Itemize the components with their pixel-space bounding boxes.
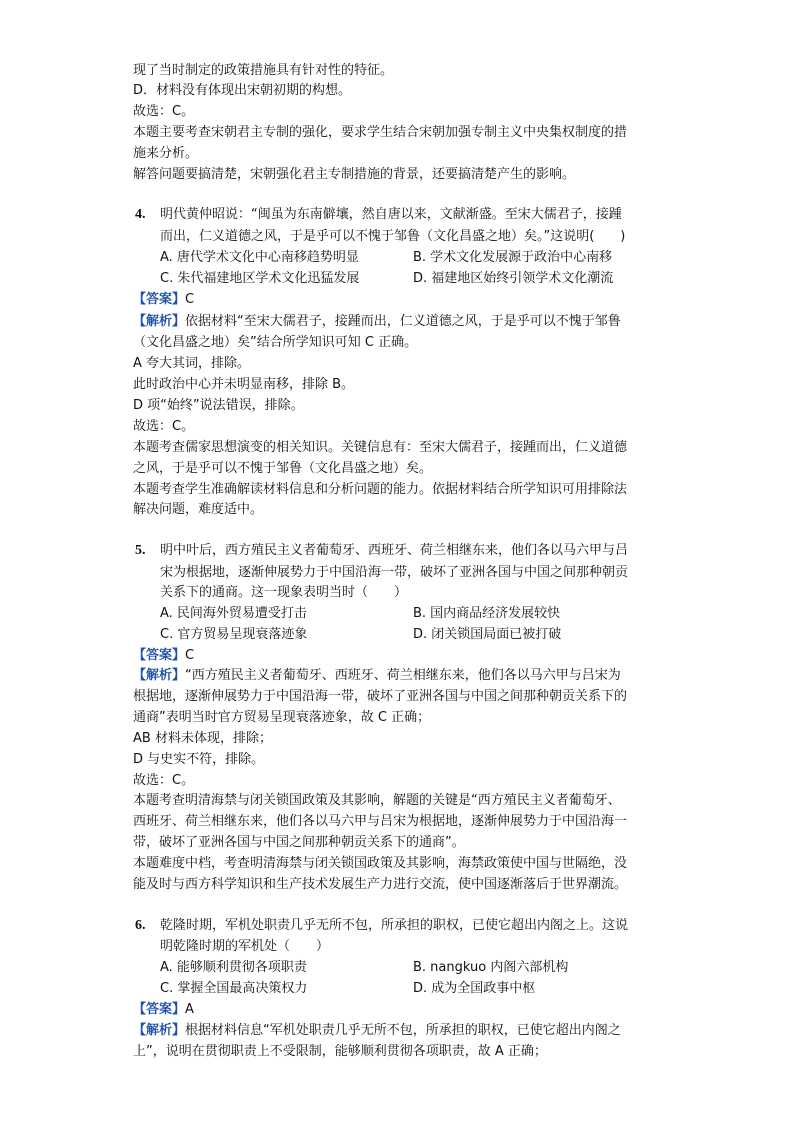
analysis-line <box>133 1021 668 1041</box>
option-c: C. 官方贸易呈现衰落迹象 <box>160 627 308 642</box>
analysis-line <box>133 312 668 332</box>
text-line: 故选：C。 <box>133 104 195 119</box>
answer-value: A <box>185 1002 194 1017</box>
text-line: 能及时与西方科学知识和生产技术发展生产力进行交流，使中国逐渐落后于世界潮流。 <box>133 877 628 892</box>
text-line: 西班牙、荷兰相继东来，他们各以马六甲与吕宋为根据地，逐渐伸展势力于中国沿海一 <box>133 814 628 829</box>
option-d: D. 闭关锁国局面已被打破 <box>413 627 562 642</box>
option-a: A. 唐代学术文化中心南移趋势明显 <box>160 250 359 265</box>
text-line: 施来分析。 <box>133 146 199 161</box>
answer-line <box>133 290 668 310</box>
text-line: 此时政治中心并未明显南移，排除 B。 <box>133 377 355 392</box>
question-stem: 明代黄仲昭说：“闽虽为东南僻壤，然自唐以来，文献渐盛。至宋大儒君子，接踵 <box>160 207 622 222</box>
text-line: 上”，说明在贯彻职责上不受限制，能够顺利贯彻各项职责，故 A 正确； <box>133 1044 547 1059</box>
text-line: AB 材料未体现，排除； <box>133 731 272 746</box>
question-stem: 明乾隆时期的军机处（ ） <box>160 939 330 954</box>
question-stem: 而出，仁义道德之风，于是乎可以不愧于邹鲁（文化昌盛之地）矣。”这说明( ) <box>160 229 626 244</box>
answer-value: C <box>185 292 195 307</box>
option-d: D. 成为全国政事中枢 <box>413 981 536 996</box>
option-c: C. 朱代福建地区学术文化迅猛发展 <box>160 271 360 286</box>
question-stem: 明中叶后，西方殖民主义者葡萄牙、西班牙、荷兰相继东来，他们各以马六甲与吕 <box>160 543 629 558</box>
analysis-label: 【解析】 <box>133 314 186 329</box>
option-c: C. 掌握全国最高决策权力 <box>160 981 308 996</box>
text-line: 故选：C。 <box>133 419 195 434</box>
analysis-label: 【解析】 <box>133 668 186 683</box>
analysis-text: 根据材料信息“军机处职责几乎无所不包，所承担的职权，已使它超出内阁之 <box>185 1023 621 1038</box>
text-line: D 项“始终”说法错误，排除。 <box>133 398 304 413</box>
analysis-text: “西方殖民主义者葡萄牙、西班牙、荷兰相继东来，他们各以马六甲与吕宋为 <box>185 668 621 683</box>
option-a: A. 民间海外贸易遭受打击 <box>160 606 307 621</box>
analysis-line <box>133 666 668 686</box>
option-a: A. 能够顺利贯彻各项职责 <box>160 960 307 975</box>
text-line: 故选：C。 <box>133 773 195 788</box>
text-line: 之风，于是乎可以不愧于邹鲁（文化昌盛之地）矣。 <box>133 461 433 476</box>
text-line: 解决问题，难度适中。 <box>133 502 264 517</box>
text-line: A 夸大其词，排除。 <box>133 356 251 371</box>
text-line: 现了当时制定的政策措施具有针对性的特征。 <box>133 63 394 78</box>
text-line: 本题考查儒家思想演变的相关知识。关键信息有：至宋大儒君子，接踵而出，仁义道德 <box>133 440 628 455</box>
option-b: B. 学术文化发展源于政治中心南移 <box>413 250 613 265</box>
text-line: 带，破坏了亚洲各国与中国之间那种朝贡关系下的通商”。 <box>133 835 465 850</box>
analysis-text: 依据材料“至宋大儒君子，接踵而出，仁义道德之风，于是乎可以不愧于邹鲁 <box>185 314 621 329</box>
question-number: 6. <box>135 918 146 933</box>
text-line: 通商”表明当时官方贸易呈现衰落迹象，故 C 正确； <box>133 710 431 725</box>
option-b: B. 国内商品经济发展较快 <box>413 606 561 621</box>
answer-label: 【答案】 <box>133 648 186 663</box>
text-line: （文化昌盛之地）矣”结合所学知识可知 C 正确。 <box>133 335 418 350</box>
answer-line <box>133 1000 668 1020</box>
text-line: 本题难度中档，考查明清海禁与闭关锁国政策及其影响，海禁政策使中国与世隔绝，没 <box>133 856 628 871</box>
text-line: D．材料没有体现出宋朝初期的构想。 <box>133 83 352 98</box>
option-b: B. nangkuo 内阁六部机构 <box>413 960 569 975</box>
analysis-label: 【解析】 <box>133 1023 186 1038</box>
text-line: 本题主要考查宋朝君主专制的强化，要求学生结合宋朝加强专制主义中央集权制度的措 <box>133 125 628 140</box>
text-line: 根据地，逐渐伸展势力于中国沿海一带，破坏了亚洲各国与中国之间那种朝贡关系下的 <box>133 689 628 704</box>
question-stem: 乾隆时期，军机处职责几乎无所不包，所承担的职权，已使它超出内阁之上。这说 <box>160 918 629 933</box>
answer-value: C <box>185 648 195 663</box>
text-line: 解答问题要搞清楚，宋朝强化君主专制措施的背景，还要搞清楚产生的影响。 <box>133 167 576 182</box>
question-stem: 宋为根据地，逐渐伸展势力于中国沿海一带，破坏了亚洲各国与中国之间那种朝贡 <box>160 565 629 580</box>
question-stem: 关系下的通商。这一现象表明当时（ ） <box>160 585 408 600</box>
answer-label: 【答案】 <box>133 1002 186 1017</box>
option-d: D. 福建地区始终引领学术文化潮流 <box>413 271 614 286</box>
text-line: 本题考查学生准确解读材料信息和分析问题的能力。依据材料结合所学知识可用排除法 <box>133 482 628 497</box>
question-number: 4. <box>135 207 146 222</box>
text-line: 本题考查明清海禁与闭关锁国政策及其影响，解题的关键是“西方殖民主义者葡萄牙、 <box>133 793 621 808</box>
text-line: D 与史实不符，排除。 <box>133 752 265 767</box>
answer-line <box>133 646 668 666</box>
answer-label: 【答案】 <box>133 292 186 307</box>
question-number: 5. <box>135 543 146 558</box>
